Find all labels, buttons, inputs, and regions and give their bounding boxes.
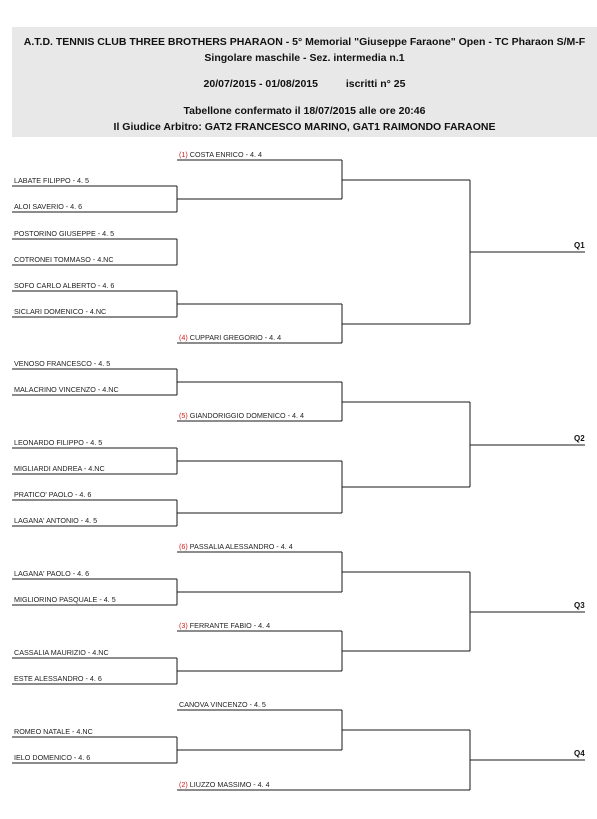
player-label: COTRONEI TOMMASO - 4.NC [14, 255, 114, 264]
player-label: SOFO CARLO ALBERTO - 4. 6 [14, 281, 115, 290]
player-name [14, 674, 102, 683]
player-label: ESTE ALESSANDRO - 4. 6 [14, 674, 102, 683]
player-label: POSTORINO GIUSEPPE - 4. 5 [14, 229, 115, 238]
player-name [179, 780, 270, 789]
seed-number: (4) [179, 333, 188, 342]
tournament-title: A.T.D. TENNIS CLUB THREE BROTHERS PHARAON - 5° Memorial "Giuseppe Faraone" Open - TC Pharaon S/M-F [23, 36, 586, 48]
player-label: VENOSO FRANCESCO - 4. 5 [14, 359, 111, 368]
player-name [179, 542, 293, 551]
player-label: MIGLIORINO PASQUALE - 4. 5 [14, 595, 116, 604]
player-name [14, 385, 119, 394]
seed-number: (6) [179, 542, 188, 551]
player-name [14, 569, 89, 578]
player-name [14, 229, 114, 238]
player-label: LEONARDO FILIPPO - 4. 5 [14, 438, 103, 447]
player-label: LIUZZO MASSIMO - 4. 4 [189, 780, 270, 789]
player-name [14, 727, 93, 736]
player-name [14, 648, 109, 657]
player-label: CANOVA VINCENZO - 4. 5 [179, 700, 266, 709]
player-name [14, 753, 90, 762]
player-name [14, 438, 102, 447]
qualifier-label: Q1 [574, 241, 585, 250]
seed-number: (1) [179, 150, 188, 159]
player-label: MALACRINO VINCENZO - 4.NC [14, 385, 119, 394]
player-label: ALOI SAVERIO - 4. 6 [14, 202, 83, 211]
player-name [14, 281, 114, 290]
confirmation-line: Tabellone confermato il 18/07/2015 alle ore 20:46 [183, 105, 426, 117]
player-label: CASSALIA MAURIZIO - 4.NC [14, 648, 109, 657]
seed-number: (2) [179, 780, 188, 789]
player-name [14, 255, 114, 264]
referee-line: Il Giudice Arbitro: GAT2 FRANCESCO MARINO, GAT1 RAIMONDO FARAONE [113, 121, 496, 133]
tournament-dates: 20/07/2015 - 01/08/2015 [203, 78, 318, 90]
player-name [179, 411, 304, 420]
player-name [179, 333, 281, 342]
player-label: SICLARI DOMENICO - 4.NC [14, 307, 107, 316]
draw-section: Singolare maschile - Sez. intermedia n.1 [204, 52, 405, 64]
qualifier-label: Q4 [574, 749, 585, 758]
player-label: IELO DOMENICO - 4. 6 [14, 753, 91, 762]
player-name [14, 595, 116, 604]
player-name [14, 516, 97, 525]
qualifier-label: Q2 [574, 434, 585, 443]
player-label: GIANDORIGGIO DOMENICO - 4. 4 [189, 411, 305, 420]
player-label: LABATE FILIPPO - 4. 5 [14, 176, 89, 185]
player-name [14, 176, 89, 185]
player-name [179, 700, 266, 709]
player-label: LAGANA' PAOLO - 4. 6 [14, 569, 90, 578]
player-name [14, 464, 105, 473]
entries-count: iscritti n° 25 [345, 78, 406, 90]
player-label: LAGANA' ANTONIO - 4. 5 [14, 516, 98, 525]
player-label: CUPPARI GREGORIO - 4. 4 [189, 333, 282, 342]
player-name [179, 621, 270, 630]
player-label: PRATICO' PAOLO - 4. 6 [14, 490, 92, 499]
player-name [14, 307, 106, 316]
seed-number: (5) [179, 411, 188, 420]
player-label: COSTA ENRICO - 4. 4 [189, 150, 262, 159]
player-name [14, 202, 82, 211]
player-name [14, 359, 110, 368]
player-label: PASSALIA ALESSANDRO - 4. 4 [189, 542, 293, 551]
seed-number: (3) [179, 621, 188, 630]
player-label: ROMEO NATALE - 4.NC [14, 727, 93, 736]
player-label: FERRANTE FABIO - 4. 4 [189, 621, 271, 630]
player-name [14, 490, 91, 499]
player-label: MIGLIARDI ANDREA - 4.NC [14, 464, 105, 473]
player-name [179, 150, 262, 159]
qualifier-label: Q3 [574, 601, 585, 610]
